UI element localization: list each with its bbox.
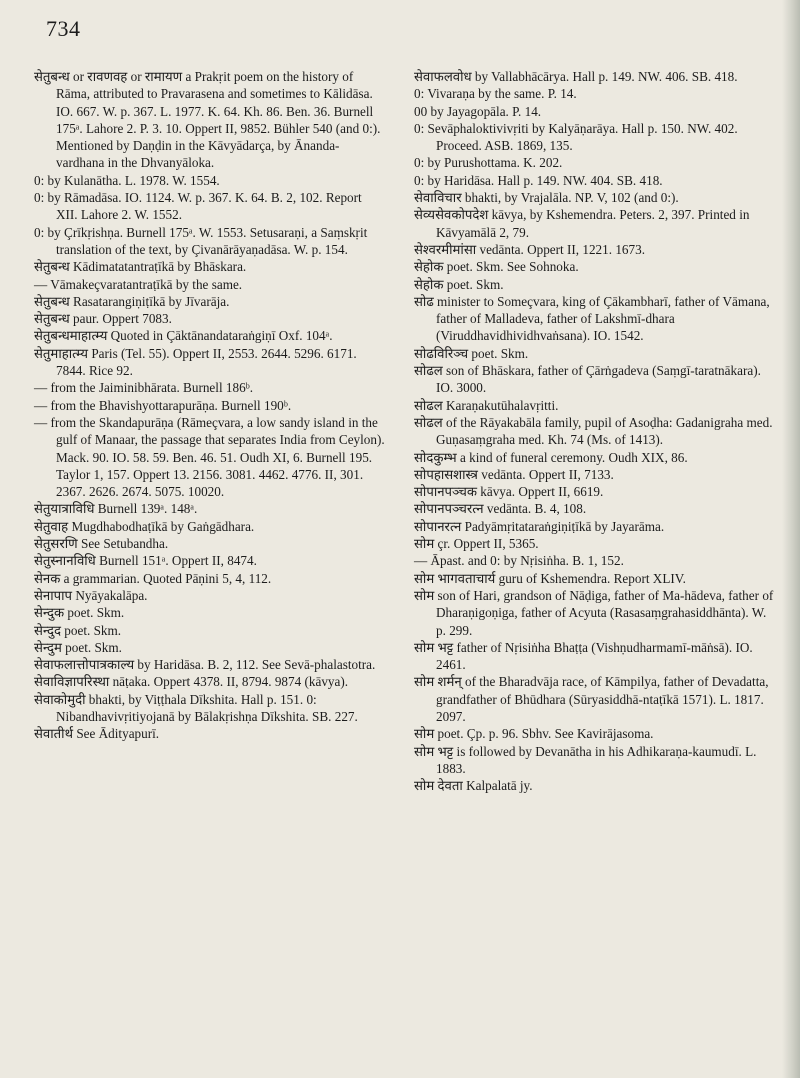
index-entry: सेवाफलात्तोपात्रकाल्य by Haridāsa. B. 2, 112. See Sevā-phalastotra. [34, 657, 376, 673]
index-entry: 00 by Jayagopāla. P. 14. [414, 103, 542, 119]
index-entry: सोढल of the Rāyakabāla family, pupil of Asoḍha: Gadanigraha med. Guṇasaṃgraha med. Kh. 74 (Ms. of 1413). [414, 414, 773, 448]
index-entry: सोदकुम्भ a kind of funeral ceremony. Oudh XIX, 86. [414, 449, 688, 465]
index-entry: — from the Jaiminibhārata. Burnell 186ᵇ. [34, 380, 254, 396]
right-column [414, 68, 774, 794]
index-entry: सोम देवता Kalpalatā jy. [414, 778, 533, 794]
index-entry: सेवाफलवोध by Vallabhācārya. Hall p. 149. NW. 406. SB. 418. [414, 69, 738, 84]
index-entry: 0: by Rāmadāsa. IO. 1124. W. p. 367. K. 64. B. 2, 102. Report XII. Lahore 2. W. 1552. [34, 190, 362, 223]
index-entry: सेतुबन्ध Rasatarangiṇiṭīkā by Jīvarāja. [34, 293, 230, 309]
index-entry: — Āpast. and 0: by Nṛisiṅha. B. 1, 152. [414, 553, 624, 569]
index-entry: सोढल son of Bhāskara, father of Çārṅgadeva (Saṃgī-taratnākara). IO. 3000. [414, 363, 761, 396]
index-entry: सेहोक poet. Skm. See Sohnoka. [414, 259, 579, 275]
index-entry: सेवाकोमुदी bhakti, by Viṭṭhala Dīkshita. Hall p. 151. 0: Nibandhavivṛitiyojanā by Bālakṛishṇa Dīkshita. SB. 227. [34, 691, 358, 724]
index-entry: — from the Skandapurāṇa (Rāmeçvara, a low sandy island in the gulf of Manaar, the passage that separates India from Ceylon). Mack. 90. IO. 58. 59. Ben. 46. 51. Oudh XI, 6. Burnell 195. Taylor 1, 157. Oppert 13. 2156. 3081. 4462. 4776. II, 301. 2367. 2626. 2674. 5075. 10020. [34, 414, 385, 500]
index-entry: — from the Bhavishyottarapurāṇa. Burnell 190ᵇ. [34, 397, 292, 413]
index-entry: 0: by Kulanātha. L. 1978. W. 1554. [34, 172, 220, 188]
index-entry: सेतुस्नानविधि Burnell 151ᵃ. Oppert II, 8474. [34, 553, 257, 569]
left-column [34, 68, 386, 743]
index-entry: सेतुमाहात्म्य Paris (Tel. 55). Oppert II, 2553. 2644. 5296. 6171. 7844. Rice 92. [34, 345, 357, 379]
index-entry: सेन्दुद poet. Skm. [34, 622, 122, 638]
index-entry: सोपानपञ्चरत्न vedānta. B. 4, 108. [414, 501, 587, 517]
index-entry: सेवाविचार bhakti, by Vrajalāla. NP. V, 102 (and 0:). [414, 190, 679, 206]
index-entry: सोपानरत्न Padyāmṛitataraṅgiṇiṭīkā by Jayarāma. [414, 518, 665, 534]
index-entry: सेश्वरमीमांसा vedānta. Oppert II, 1221. 1673. [414, 241, 646, 257]
index-entry: 0: by Purushottama. K. 202. [414, 155, 563, 171]
index-entry: सेहोक poet. Skm. [414, 276, 504, 292]
index-entry: सोम son of Hari, grandson of Nāḍiga, father of Ma-hādeva, father of Dharaṇigoṇiga, father of Acyuta (Rasasaṃgrahasiddhānta). W. p. 299. [414, 587, 774, 638]
index-entry: सेव्यसेवकोपदेश kāvya, by Kshemendra. Peters. 2, 397. Printed in Kāvyamālā 2, 79. [414, 207, 750, 240]
index-entry: 0: by Çrīkṛishṇa. Burnell 175ᵃ. W. 1553. Setusaraṇi, a Saṃskṛit translation of the text, by Çivanārāyaṇadāsa. W. p. 154. [34, 224, 368, 257]
index-entry: सोम भागवताचार्य guru of Kshemendra. Report XLIV. [414, 570, 686, 586]
index-entry: सोम çr. Oppert II, 5365. [414, 536, 539, 552]
index-entry: सोपहासशास्त्र vedānta. Oppert II, 7133. [414, 466, 614, 482]
index-entry: — Vāmakeçvaratantraṭīkā by the same. [34, 276, 243, 292]
index-entry: सेवाविज्ञापरिस्था nāṭaka. Oppert 4378. II, 8794. 9874 (kāvya). [34, 674, 349, 690]
index-entry: सेतुबन्ध or रावणवह or रामायण a Prakṛit poem on the history of Rāma, attributed to Pravarasena and sometimes to Kālidāsa. IO. 667. W. p. 367. L. 1977. K. 64. Kh. 86. Ben. 36. Burnell 175ᵃ. Lahore 2. P. 3. 10. Oppert II, 9852. Bühler 540 (and 0:). Mentioned by Daṇḍin in the Kāvyādarça, by Ānanda-vardhana in the Dhvanyāloka. [34, 69, 381, 171]
index-entry: सोढविरिञ्च poet. Skm. [414, 345, 529, 361]
index-entry: सोम poet. Çp. p. 96. Sbhv. See Kavirājasoma. [414, 726, 654, 742]
index-entry: सोढ minister to Someçvara, king of Çākambharī, father of Vāmana, father of Malladeva, father of Lakshmī-dhara (Viruddhavidhividhvaṅsana). IO. 1542. [414, 293, 770, 344]
index-entry: सोम भट्ट father of Nṛisiṅha Bhaṭṭa (Vishṇudharmamī-māṅsā). IO. 2461. [414, 639, 753, 673]
page-number: 734 [46, 16, 81, 41]
index-entry: सोम शर्मन् of the Bharadvāja race, of Kāmpilya, father of Devadatta, grandfather of Bhūdhara (Sūryasiddhā-ntaṭīkā 1571). L. 1817. 2097. [414, 674, 769, 724]
index-entry: सेनापाप Nyāyakalāpa. [34, 587, 148, 603]
index-entry: 0: by Haridāsa. Hall p. 149. NW. 404. SB. 418. [414, 172, 663, 188]
index-entry: सेनक a grammarian. Quoted Pāṇini 5, 4, 112. [34, 570, 272, 586]
index-entry: सेतुबन्ध paur. Oppert 7083. [34, 311, 172, 327]
index-entry: सेतुसरणि See Setubandha. [34, 536, 169, 552]
index-entry: सोपानपञ्चक kāvya. Oppert II, 6619. [414, 484, 604, 500]
index-entry: सेतुबन्ध Kādimatatantraṭīkā by Bhāskara. [34, 259, 247, 275]
index-entry: सेवातीर्थ See Ādityapurī. [34, 726, 160, 742]
index-entry: 0: Vivaraṇa by the same. P. 14. [414, 86, 577, 102]
index-entry: सोम भट्ट is followed by Devanātha in his Adhikaraṇa-kaumudī. L. 1883. [414, 743, 757, 776]
index-entry: सेतुयात्राविधि Burnell 139ᵃ. 148ᵃ. [34, 501, 198, 517]
index-entry: 0: Sevāphaloktivivṛiti by Kalyāṇarāya. Hall p. 150. NW. 402. Proceed. ASB. 1869, 135. [414, 120, 738, 154]
page-edge-shadow [782, 0, 800, 1078]
index-entry: सेन्दुम poet. Skm. [34, 639, 122, 655]
index-entry: सेतुवाह Mugdhabodhaṭīkā by Gaṅgādhara. [34, 518, 255, 534]
index-entry: सोढल Karaṇakutūhalavṛitti. [414, 397, 559, 413]
index-entry: सेतुबन्धमाहात्म्य Quoted in Çāktānandataraṅgiṇī Oxf. 104ᵃ. [34, 328, 333, 344]
index-entry: सेन्दुक poet. Skm. [34, 605, 125, 621]
